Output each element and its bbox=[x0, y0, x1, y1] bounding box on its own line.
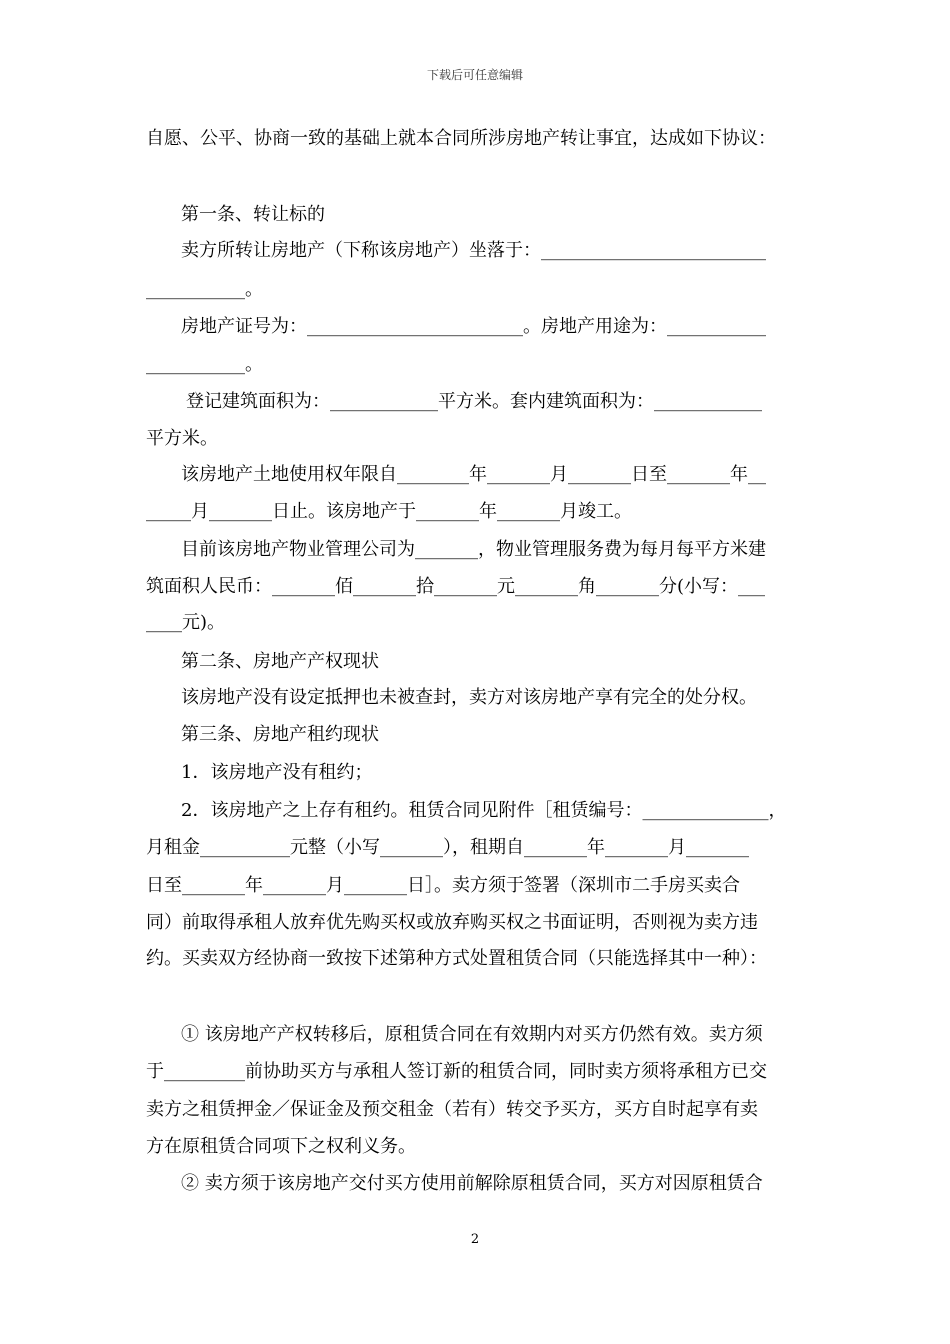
text-line: 同）前取得承租人放弃优先购买权或放弃购买权之书面证明，否则视为卖方违 bbox=[146, 912, 758, 933]
text-line: 目前该房地产物业管理公司为_______，物业管理服务费为每月每平方米建 bbox=[181, 539, 766, 560]
text-line: 房地产证号为：________________________。房地产用途为：___________ bbox=[181, 316, 766, 337]
page-number: 2 bbox=[470, 1232, 480, 1247]
text-line: ___________。 bbox=[146, 279, 263, 300]
text-line: 该房地产土地使用权年限自________年_______月_______日至_______年__ bbox=[181, 464, 766, 485]
text-line: 平方米。 bbox=[146, 428, 218, 449]
text-line: 筑面积人民币：_______佰_______拾_______元_______角_______分(小写：___ bbox=[146, 576, 766, 597]
text-line: 卖方所转让房地产（下称该房地产）坐落于：_________________________ bbox=[181, 240, 766, 261]
text-line: _____月_______日止。该房地产于_______年_______月竣工。 bbox=[146, 501, 632, 522]
text-line: 约。买卖双方经协商一致按下述第种方式处置租赁合同（只能选择其中一种）： bbox=[146, 948, 767, 969]
page-header: 下载后可任意编辑 bbox=[426, 68, 523, 82]
section-heading: 第二条、房地产产权现状 bbox=[181, 651, 379, 672]
list-item: ② 卖方须于该房地产交付买方使用前解除原租赁合同，买方对因原租赁合 bbox=[181, 1173, 763, 1194]
list-item: ① 该房地产产权转移后，原租赁合同在有效期内对买方仍然有效。卖方须 bbox=[181, 1024, 763, 1045]
text-line: 该房地产没有设定抵押也未被查封，卖方对该房地产享有完全的处分权。 bbox=[181, 687, 757, 708]
list-item: 2．该房地产之上存有租约。租赁合同见附件［租赁编号：______________， bbox=[181, 800, 787, 821]
text-line: 月租金__________元整（小写_______），租期自_______年_______月_______ bbox=[146, 837, 749, 858]
section-heading: 第三条、房地产租约现状 bbox=[181, 724, 379, 745]
section-heading: 第一条、转让标的 bbox=[181, 204, 325, 225]
text-line: 方在原租赁合同项下之权利义务。 bbox=[146, 1136, 416, 1157]
text-line: 于_________前协助买方与承租人签订新的租赁合同，同时卖方须将承租方已交 bbox=[146, 1061, 767, 1082]
text-line: 自愿、公平、协商一致的基础上就本合同所涉房地产转让事宜，达成如下协议： bbox=[146, 128, 776, 149]
text-line: 卖方之租赁押金／保证金及预交租金（若有）转交予买方，买方自时起享有卖 bbox=[146, 1099, 758, 1120]
text-line: ___________。 bbox=[146, 354, 263, 375]
text-line: ____元)。 bbox=[146, 612, 226, 633]
text-line: 登记建筑面积为：____________平方米。套内建筑面积为：____________ bbox=[186, 391, 762, 412]
text-line: 日至_______年_______月_______日］。卖方须于签署（深圳市二手房买卖合 bbox=[146, 875, 740, 896]
list-item: 1．该房地产没有租约； bbox=[181, 762, 373, 783]
